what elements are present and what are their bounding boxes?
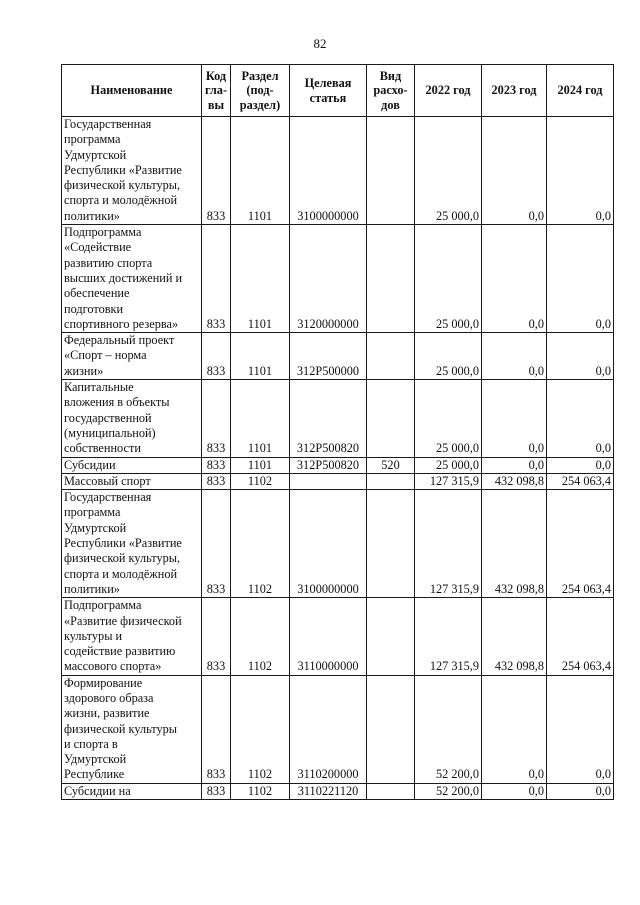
cell-chapter-code: 833: [202, 457, 231, 473]
cell-section: 1101: [231, 333, 290, 380]
cell-expense-type: [367, 380, 415, 457]
cell-year-2023: 0,0: [482, 457, 547, 473]
header-section: Раздел (под- раздел): [231, 65, 290, 117]
cell-name: Субсидии: [62, 457, 202, 473]
cell-year-2023: 432 098,8: [482, 473, 547, 489]
cell-target-article: 3120000000: [290, 225, 367, 333]
cell-section: 1101: [231, 117, 290, 225]
cell-section: 1102: [231, 675, 290, 783]
cell-section: 1102: [231, 783, 290, 799]
cell-year-2023: 432 098,8: [482, 598, 547, 675]
cell-expense-type: 520: [367, 457, 415, 473]
cell-year-2024: 254 063,4: [547, 598, 614, 675]
cell-chapter-code: 833: [202, 225, 231, 333]
table-row: [62, 490, 614, 598]
table-row: [62, 333, 614, 380]
table-row: [62, 675, 614, 783]
cell-year-2023: 0,0: [482, 117, 547, 225]
table-row: [62, 783, 614, 799]
header-target-article: Целевая статья: [290, 65, 367, 117]
table-row: [62, 117, 614, 225]
cell-year-2022: 127 315,9: [415, 598, 482, 675]
cell-name: Государственная программа Удмуртской Республики «Развитие физической культуры, спорта и молодёжной политики»: [62, 117, 202, 225]
cell-chapter-code: 833: [202, 473, 231, 489]
cell-name: Государственная программа Удмуртской Республики «Развитие физической культуры, спорта и молодёжной политики»: [62, 490, 202, 598]
cell-target-article: 3110221120: [290, 783, 367, 799]
table-row: [62, 225, 614, 333]
cell-chapter-code: 833: [202, 117, 231, 225]
cell-year-2022: 52 200,0: [415, 783, 482, 799]
cell-chapter-code: 833: [202, 675, 231, 783]
header-expense-type: Вид расхо- дов: [367, 65, 415, 117]
cell-target-article: 312P500820: [290, 457, 367, 473]
cell-chapter-code: 833: [202, 380, 231, 457]
cell-section: 1102: [231, 490, 290, 598]
cell-chapter-code: 833: [202, 783, 231, 799]
cell-target-article: 312P500820: [290, 380, 367, 457]
cell-year-2022: 127 315,9: [415, 490, 482, 598]
cell-target-article: 3100000000: [290, 117, 367, 225]
cell-name: Субсидии на: [62, 783, 202, 799]
table-row: [62, 457, 614, 473]
cell-target-article: 3110200000: [290, 675, 367, 783]
cell-name: Капитальные вложения в объекты государственной (муниципальной) собственности: [62, 380, 202, 457]
cell-expense-type: [367, 490, 415, 598]
cell-expense-type: [367, 333, 415, 380]
header-year-2023: 2023 год: [482, 65, 547, 117]
table-row: [62, 473, 614, 489]
cell-year-2024: 0,0: [547, 457, 614, 473]
header-chapter-code: Код гла- вы: [202, 65, 231, 117]
cell-year-2024: 254 063,4: [547, 473, 614, 489]
cell-year-2024: 0,0: [547, 117, 614, 225]
cell-year-2024: 0,0: [547, 225, 614, 333]
cell-target-article: [290, 473, 367, 489]
cell-name: Подпрограмма «Развитие физической культуры и содействие развитию массового спорта»: [62, 598, 202, 675]
cell-year-2023: 0,0: [482, 225, 547, 333]
cell-year-2023: 0,0: [482, 380, 547, 457]
cell-year-2022: 127 315,9: [415, 473, 482, 489]
cell-expense-type: [367, 675, 415, 783]
cell-name: Подпрограмма «Содействие развитию спорта высших достижений и обеспечение подготовки спортивного резерва»: [62, 225, 202, 333]
cell-name: Массовый спорт: [62, 473, 202, 489]
cell-section: 1102: [231, 473, 290, 489]
table-row: [62, 598, 614, 675]
cell-year-2022: 25 000,0: [415, 333, 482, 380]
header-name: Наименование: [62, 65, 202, 117]
cell-target-article: 3110000000: [290, 598, 367, 675]
cell-section: 1101: [231, 457, 290, 473]
cell-name: Федеральный проект «Спорт – норма жизни»: [62, 333, 202, 380]
cell-year-2024: 0,0: [547, 783, 614, 799]
budget-table: [61, 64, 614, 800]
cell-year-2023: 0,0: [482, 333, 547, 380]
cell-expense-type: [367, 473, 415, 489]
cell-expense-type: [367, 598, 415, 675]
cell-year-2024: 254 063,4: [547, 490, 614, 598]
cell-target-article: 312P500000: [290, 333, 367, 380]
cell-year-2022: 25 000,0: [415, 117, 482, 225]
cell-section: 1102: [231, 598, 290, 675]
cell-target-article: 3100000000: [290, 490, 367, 598]
cell-year-2022: 52 200,0: [415, 675, 482, 783]
cell-chapter-code: 833: [202, 333, 231, 380]
header-year-2022: 2022 год: [415, 65, 482, 117]
cell-year-2022: 25 000,0: [415, 225, 482, 333]
cell-year-2022: 25 000,0: [415, 380, 482, 457]
cell-year-2024: 0,0: [547, 675, 614, 783]
cell-year-2024: 0,0: [547, 380, 614, 457]
table-row: [62, 380, 614, 457]
cell-name: Формирование здорового образа жизни, развитие физической культуры и спорта в Удмуртской Республике: [62, 675, 202, 783]
cell-year-2024: 0,0: [547, 333, 614, 380]
cell-year-2023: 0,0: [482, 783, 547, 799]
cell-section: 1101: [231, 225, 290, 333]
cell-section: 1101: [231, 380, 290, 457]
header-year-2024: 2024 год: [547, 65, 614, 117]
table-header-row: [62, 65, 614, 117]
cell-chapter-code: 833: [202, 490, 231, 598]
cell-year-2023: 432 098,8: [482, 490, 547, 598]
cell-chapter-code: 833: [202, 598, 231, 675]
cell-year-2022: 25 000,0: [415, 457, 482, 473]
cell-expense-type: [367, 117, 415, 225]
cell-expense-type: [367, 225, 415, 333]
cell-year-2023: 0,0: [482, 675, 547, 783]
page-number: 82: [313, 36, 327, 51]
cell-expense-type: [367, 783, 415, 799]
